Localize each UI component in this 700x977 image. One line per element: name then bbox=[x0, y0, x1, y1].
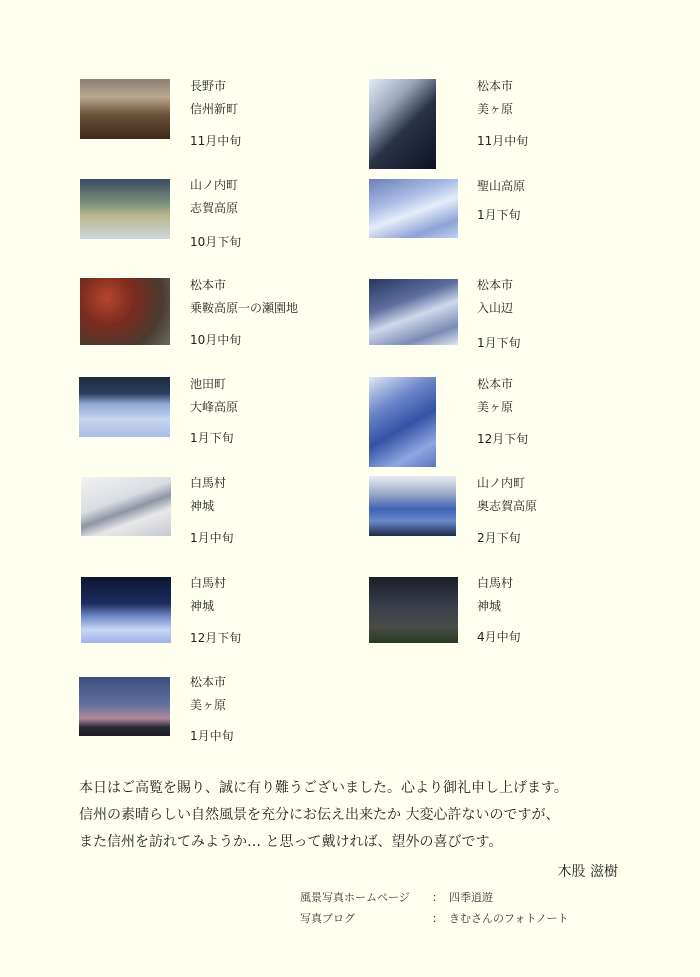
photo-date: 11月中旬 bbox=[477, 134, 529, 148]
photo-date: 2月下旬 bbox=[477, 531, 521, 545]
blog-separator: ： bbox=[432, 912, 443, 925]
photo-place: 山ノ内町 bbox=[190, 178, 239, 192]
photo-date: 10月下旬 bbox=[190, 235, 242, 249]
photo-thumbnail[interactable] bbox=[81, 577, 171, 643]
message-line: また信州を訪れてみようか… と思って戴ければ、望外の喜びです。 bbox=[79, 834, 503, 850]
photo-thumbnail[interactable] bbox=[369, 377, 436, 467]
photo-spot: 大峰高原 bbox=[190, 400, 239, 414]
photo-date: 1月下旬 bbox=[477, 208, 521, 222]
message-line: 本日はご高覧を賜り、誠に有り難うございました。心より御礼申し上げます。 bbox=[79, 780, 568, 796]
photo-spot: 神城 bbox=[190, 499, 215, 513]
photo-spot: 奥志賀高原 bbox=[477, 499, 538, 513]
photo-place: 白馬村 bbox=[477, 576, 514, 590]
photo-spot: 聖山高原 bbox=[477, 179, 526, 193]
photo-thumbnail[interactable] bbox=[369, 79, 436, 169]
photo-place: 松本市 bbox=[190, 675, 227, 689]
photo-place: 白馬村 bbox=[190, 576, 227, 590]
photo-place: 松本市 bbox=[477, 79, 514, 93]
message-line: 信州の素晴らしい自然風景を充分にお伝え出来たか 大変心許ないのですが、 bbox=[79, 807, 560, 823]
photo-thumbnail[interactable] bbox=[80, 278, 170, 345]
photo-spot: 志賀高原 bbox=[190, 201, 239, 215]
photo-date: 12月下旬 bbox=[477, 432, 529, 446]
photo-thumbnail[interactable] bbox=[369, 476, 456, 536]
photo-place: 長野市 bbox=[190, 79, 227, 93]
photo-thumbnail[interactable] bbox=[369, 577, 458, 643]
photo-thumbnail[interactable] bbox=[369, 279, 458, 345]
photo-date: 1月中旬 bbox=[190, 531, 234, 545]
photo-date: 1月下旬 bbox=[190, 431, 234, 445]
photo-date: 1月中旬 bbox=[190, 729, 234, 743]
photo-date: 10月中旬 bbox=[190, 333, 242, 347]
photo-thumbnail[interactable] bbox=[81, 477, 171, 536]
photo-spot: 信州新町 bbox=[190, 102, 239, 116]
photo-thumbnail[interactable] bbox=[79, 677, 170, 736]
photo-spot: 神城 bbox=[190, 599, 215, 613]
photo-thumbnail[interactable] bbox=[80, 179, 170, 239]
homepage-link[interactable]: 四季逍遊 bbox=[449, 891, 493, 904]
photo-spot: 乗鞍高原一の瀬園地 bbox=[190, 301, 299, 315]
photo-spot: 美ヶ原 bbox=[477, 102, 514, 116]
photo-spot: 美ヶ原 bbox=[190, 698, 227, 712]
photo-place: 松本市 bbox=[477, 278, 514, 292]
photo-spot: 神城 bbox=[477, 599, 502, 613]
author-signature: 木股 滋樹 bbox=[557, 864, 618, 880]
blog-link[interactable]: きむさんのフォトノート bbox=[449, 912, 569, 925]
homepage-label: 風景写真ホームページ bbox=[300, 891, 410, 904]
homepage-separator: ： bbox=[432, 891, 443, 904]
photo-place: 松本市 bbox=[477, 377, 514, 391]
photo-date: 1月下旬 bbox=[477, 336, 521, 350]
photo-date: 4月中旬 bbox=[477, 630, 521, 644]
photo-thumbnail[interactable] bbox=[80, 79, 170, 139]
photo-place: 山ノ内町 bbox=[477, 476, 526, 490]
photo-date: 12月下旬 bbox=[190, 631, 242, 645]
photo-place: 池田町 bbox=[190, 377, 227, 391]
photo-spot: 入山辺 bbox=[477, 301, 514, 315]
photo-thumbnail[interactable] bbox=[79, 377, 170, 437]
blog-label: 写真ブログ bbox=[300, 912, 355, 925]
photo-place: 松本市 bbox=[190, 278, 227, 292]
photo-thumbnail[interactable] bbox=[369, 179, 458, 238]
photo-date: 11月中旬 bbox=[190, 134, 242, 148]
photo-place: 白馬村 bbox=[190, 476, 227, 490]
photo-spot: 美ヶ原 bbox=[477, 400, 514, 414]
